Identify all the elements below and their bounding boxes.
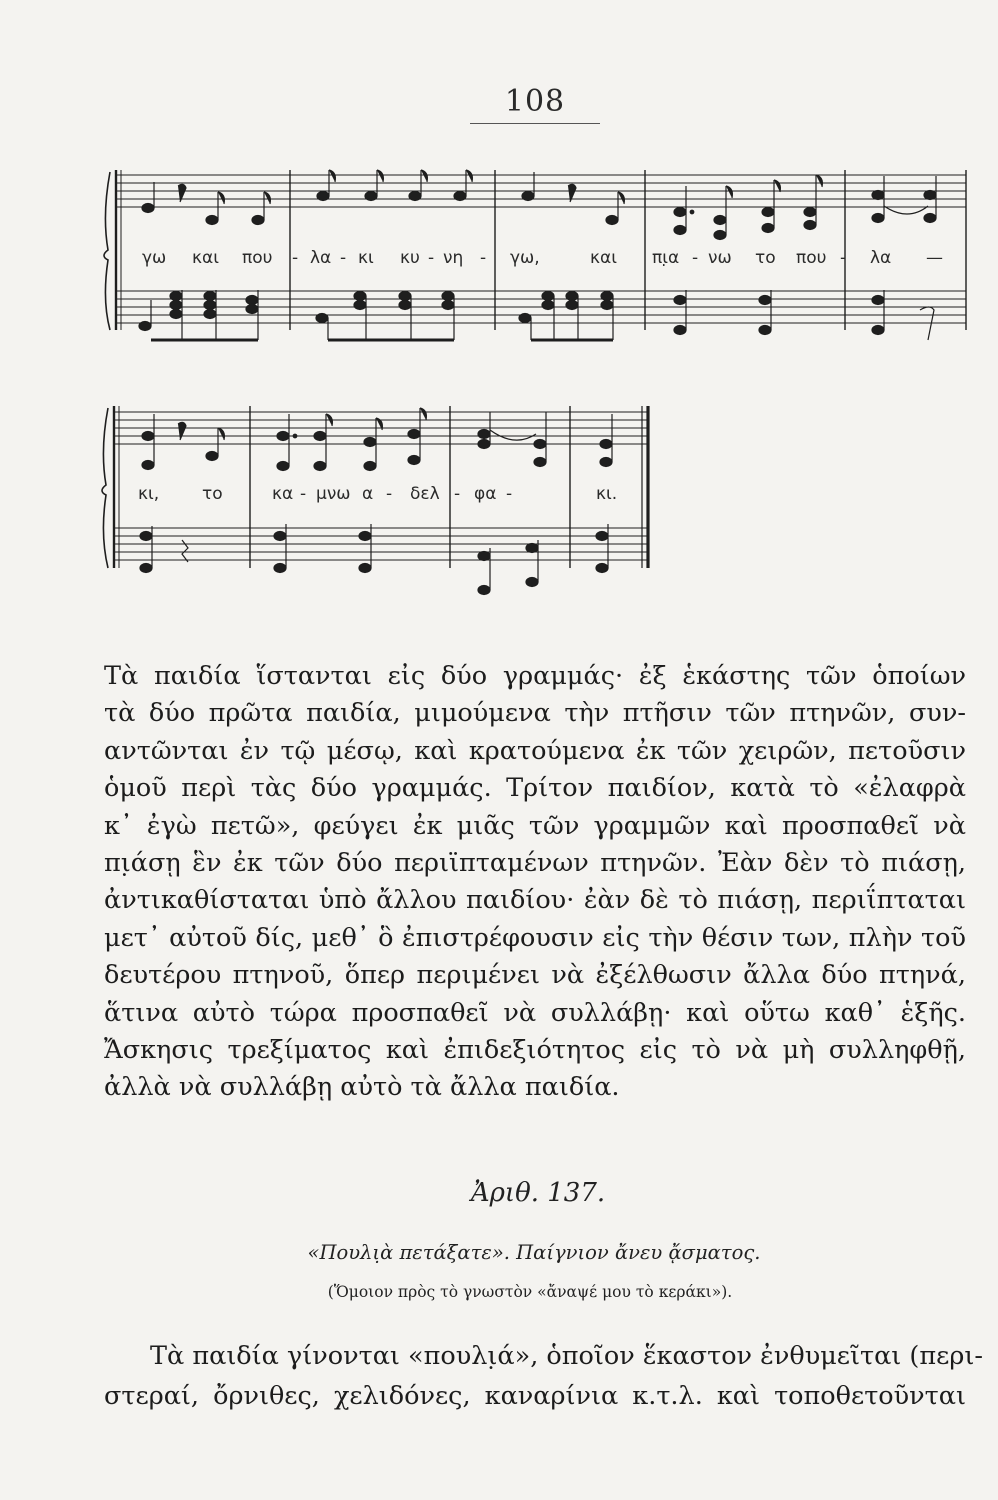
lyric-syllable: που <box>242 248 273 268</box>
lyric-syllable: δελ <box>410 484 440 504</box>
section-subtitle: «Πουλι̣ὰ πετάξατε». Παίγνιον ἄνευ ᾄσματος. <box>307 1241 761 1264</box>
lyric-syllable: γω <box>142 248 167 268</box>
lyric-syllable: — <box>926 248 943 268</box>
lyric-syllable: - <box>840 248 847 268</box>
lyric-syllable: - <box>692 248 699 268</box>
paragraph-line: ἀλλὰ νὰ συλλάβῃ αὐτὸ τὰ ἄλλα παιδία. <box>104 1072 620 1103</box>
lyric-syllable: - <box>292 248 299 268</box>
paragraph-line: δευτέρου πτηνοῦ, ὅπερ περιμένει νὰ ἐξέλθωσιν ἄλλα δύο πτηνά, <box>104 960 966 991</box>
paragraph-line: Ἄσκησις τρεξίματος καὶ ἐπιδεξιότητος εἰς τὸ νὰ μὴ συλληφθῇ, <box>104 1034 966 1065</box>
paragraph-line: πι̣άσῃ ἓν ἐκ τῶν δύο περιϊπταμένων πτηνῶν. Ἐὰν δὲν τὸ πιάσῃ, <box>104 847 966 878</box>
lyric-syllable: - <box>506 484 513 504</box>
lyric-syllable: κι, <box>138 484 160 504</box>
lyric-syllable: νω <box>708 248 732 268</box>
lyric-syllable: κα <box>272 484 294 504</box>
lyric-syllable: νη <box>443 248 464 268</box>
paragraph-line: Τὰ παιδία ἵστανται εἰς δύο γραμμάς· ἐξ ἑκάστης τῶν ὁποίων <box>104 661 966 691</box>
lyric-syllable: κι <box>358 248 374 268</box>
lyric-syllable: α <box>362 484 374 504</box>
paragraph-game-description <box>104 658 966 1107</box>
lyric-syllable: - <box>428 248 435 268</box>
section-note: (Ὅμοιον πρὸς τὸ γνωστὸν «ἄναψέ μου τὸ κεράκι»). <box>327 1283 733 1301</box>
lyric-syllable: φα <box>474 484 497 504</box>
page-number: 108 <box>504 84 566 119</box>
paragraph-line: ἅτινα αὐτὸ τώρα προσπαθεῖ νὰ συλλάβῃ· καὶ οὕτω καθ᾽ ἑξῆς. <box>104 997 966 1028</box>
paragraph-line: στεραί, ὄρνιθες, χελιδόνες, καναρίνια κ.τ.λ. καὶ τοποθετοῦνται <box>104 1381 966 1411</box>
section-heading: Ἀριθ. 137. <box>470 1178 606 1208</box>
lyric-syllable: λα <box>310 248 332 268</box>
lyric-syllable: το <box>755 248 776 268</box>
paragraph-second-continued <box>104 1376 966 1416</box>
lyric-syllable: - <box>340 248 347 268</box>
lyric-syllable: γω, <box>510 248 540 268</box>
lyric-syllable: μνω <box>316 484 351 504</box>
lyric-syllable: που <box>796 248 827 268</box>
paragraph-line: τὰ δύο πρῶτα παιδία, μιμούμενα τὴν πτῆσιν τῶν πτηνῶν, συν- <box>104 698 966 729</box>
paragraph-line: κ᾽ ἐγὼ πετῶ», φεύγει ἐκ μιᾶς τῶν γραμμῶν καὶ προσπαθεῖ νὰ <box>104 810 966 841</box>
lyric-syllable: λα <box>870 248 892 268</box>
lyric-syllable: - <box>454 484 461 504</box>
lyric-syllable: και <box>192 248 219 268</box>
music-score <box>0 0 998 620</box>
lyric-syllable: και <box>590 248 617 268</box>
lyric-syllable: - <box>300 484 307 504</box>
paragraph-line: Τὰ παιδία γίνονται «πουλι̣ά», ὁποῖον ἕκαστον ἐνθυμεῖται (περι- <box>150 1341 983 1371</box>
lyric-syllable: κυ <box>400 248 420 268</box>
lyric-syllable: κι. <box>596 484 618 504</box>
system-2 <box>102 406 648 595</box>
paragraph-second <box>150 1336 983 1376</box>
lyric-syllable: το <box>202 484 223 504</box>
paragraph-line: μετ᾽ αὐτοῦ δίς, μεθ᾽ ὃ ἐπιστρέφουσιν εἰς τὴν θέσιν των, πλὴν τοῦ <box>104 922 966 953</box>
lyric-syllable: - <box>386 484 393 504</box>
paragraph-line: αντῶνται ἐν τῷ μέσῳ, καὶ κρατούμενα ἐκ τῶν χειρῶν, πετοῦσιν <box>104 735 966 766</box>
lyric-syllable: - <box>480 248 487 268</box>
lyric-syllable: πι̣α <box>652 248 680 268</box>
paragraph-line: ὁμοῦ περὶ τὰς δύο γραμμάς. Τρίτον παιδίον, κατὰ τὸ «ἐλαφρὰ <box>104 773 966 804</box>
paragraph-line: ἀντικαθίσταται ὑπὸ ἄλλου παιδίου· ἐὰν δὲ τὸ πιάσῃ, περιΐπταται <box>104 885 966 916</box>
